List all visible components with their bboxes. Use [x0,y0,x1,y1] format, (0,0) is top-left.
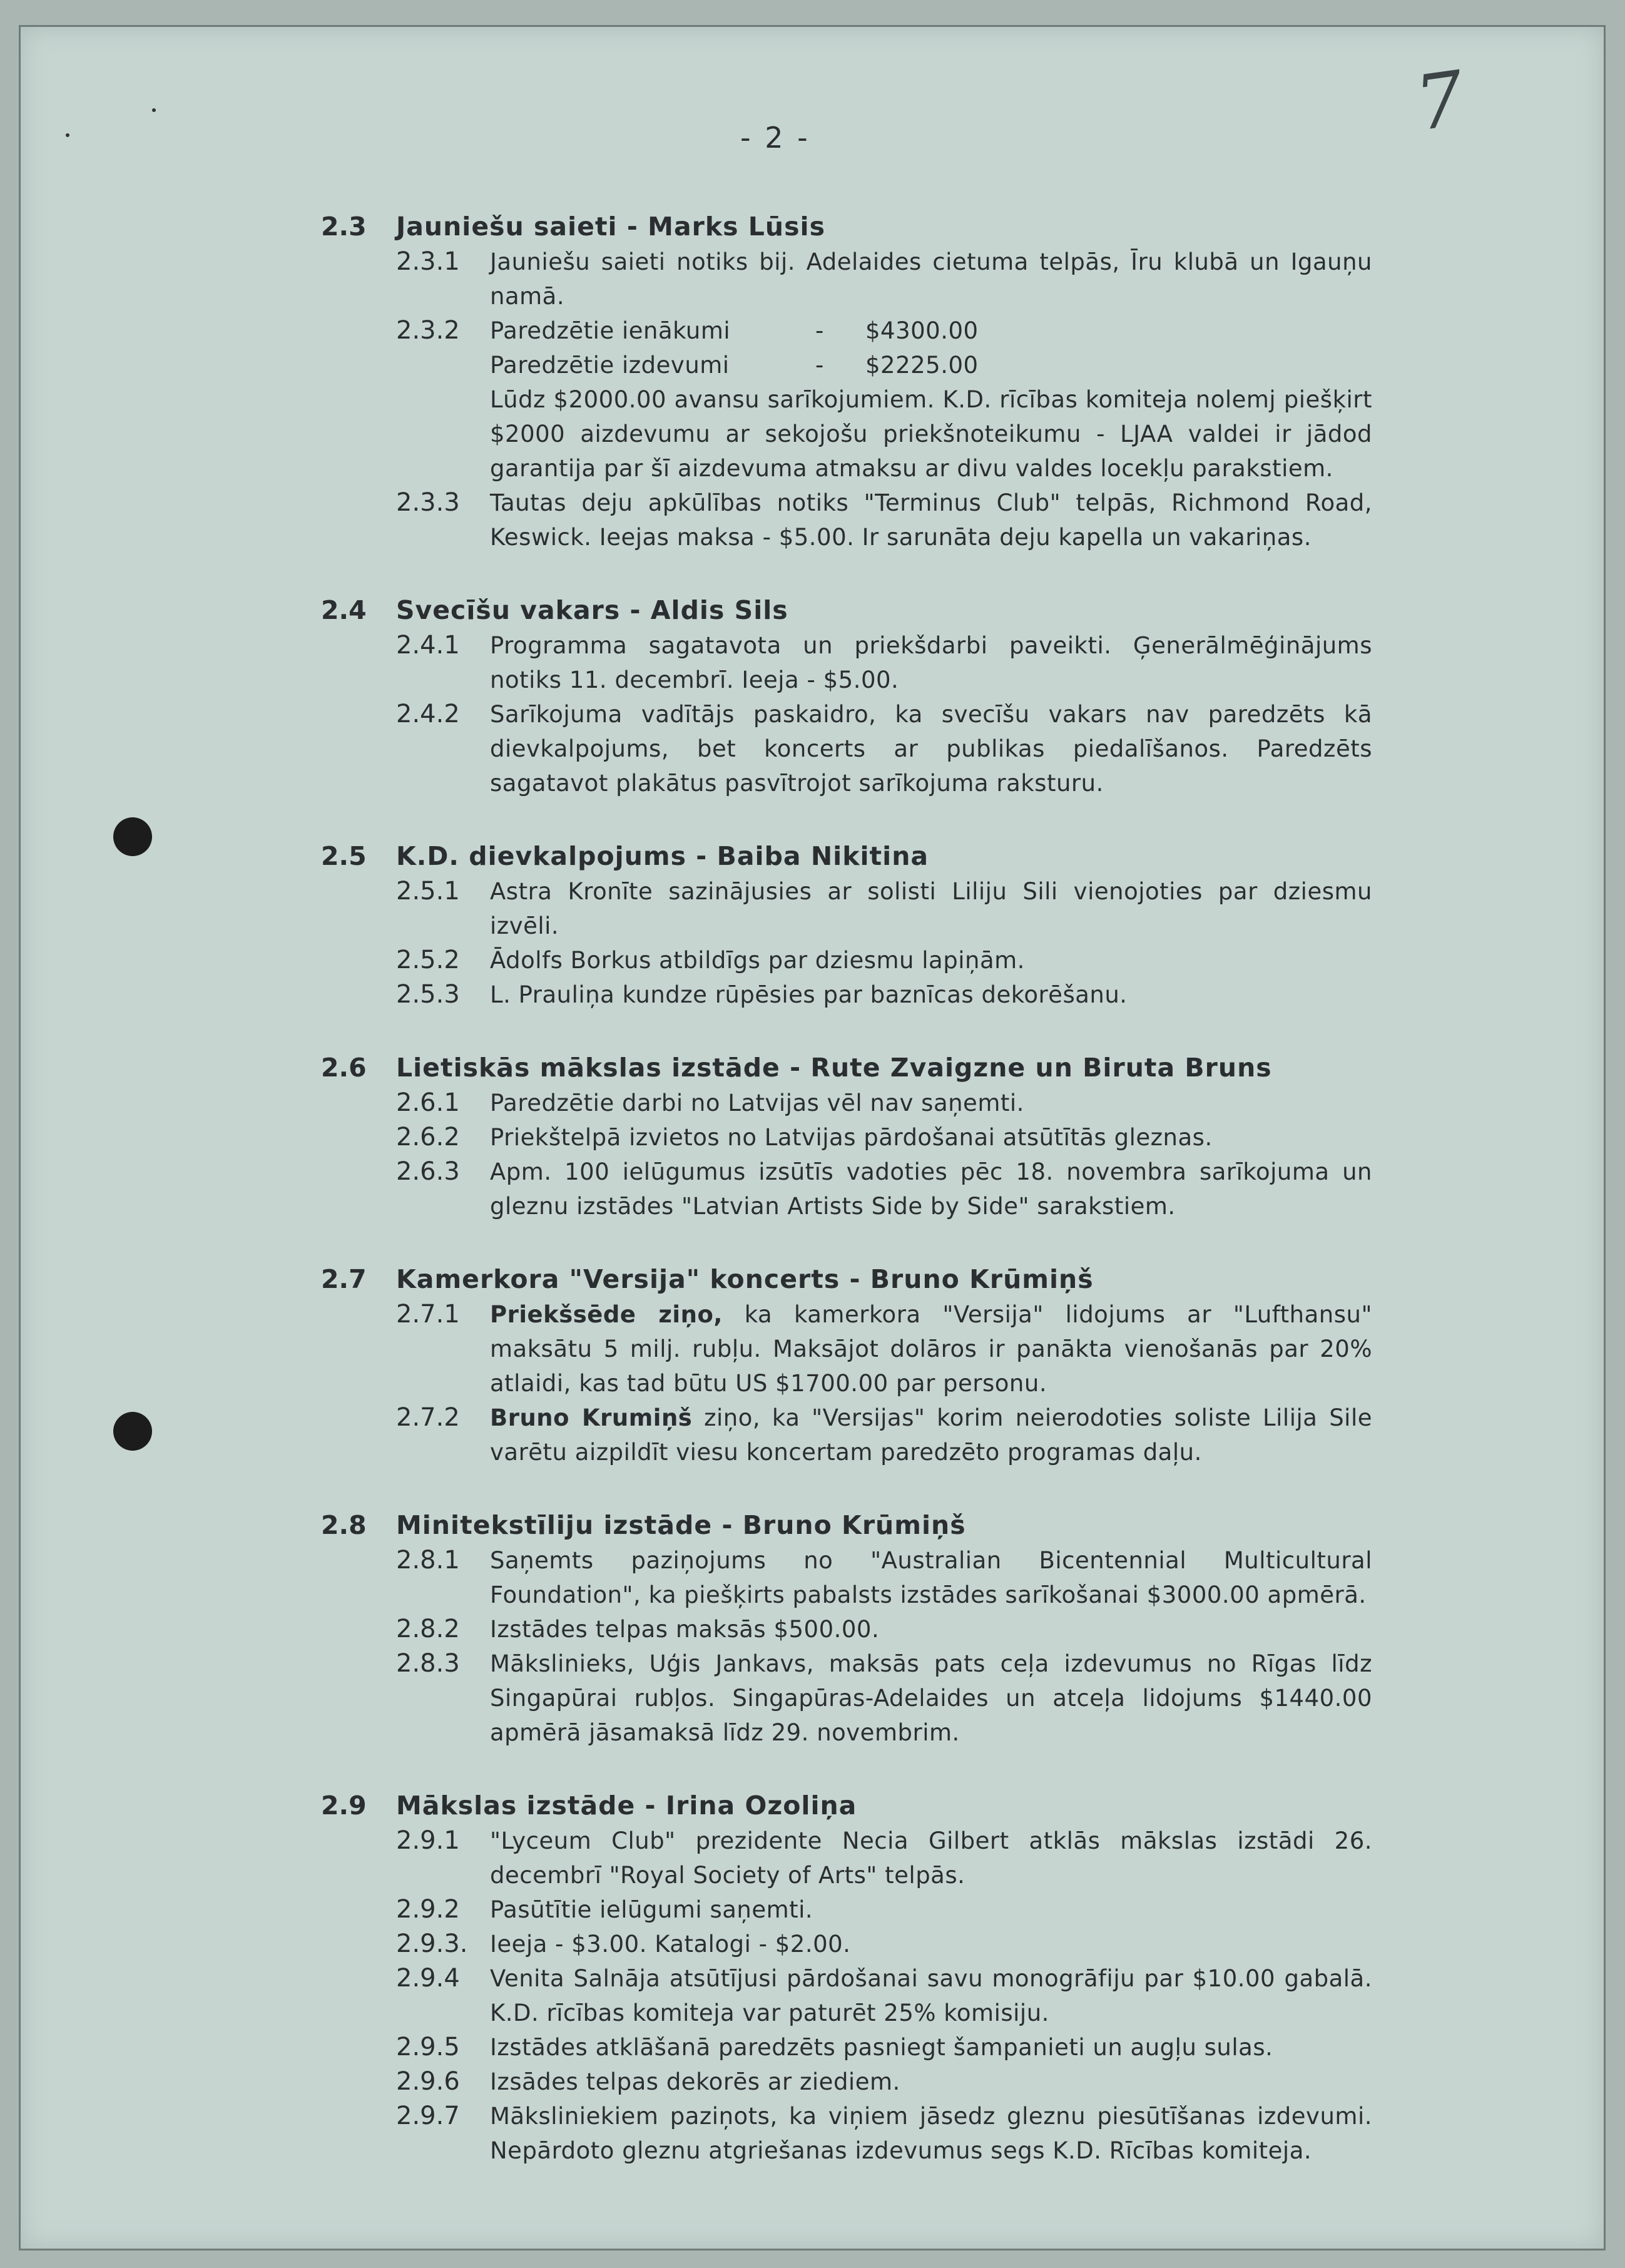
section-number: 2.8 [321,1510,367,1540]
agenda-item [321,978,1372,1012]
item-paragraph [490,1647,1372,1750]
budget-amount: $4300.00 [865,317,979,344]
item-number: 2.8.2 [396,1615,460,1643]
section-number: 2.4 [321,595,367,625]
item-text [490,943,1372,978]
item-text [490,1612,1372,1647]
item-paragraph [490,1086,1372,1120]
section-heading [321,1507,1372,1543]
section-number: 2.5 [321,841,367,871]
section-2-7 [321,1261,1372,1469]
item-text [490,978,1372,1012]
item-number: 2.6.1 [396,1088,460,1117]
agenda-item [321,1927,1372,1961]
item-number: 2.5.1 [396,877,460,906]
agenda-item [321,1401,1372,1469]
item-number: 2.9.3. [396,1929,468,1958]
item-text [490,1120,1372,1155]
budget-line [490,314,1372,348]
item-body: Lūdz $2000.00 avansu sarīkojumiem. K.D. rīcības komiteja nolemj piešķirt $2000 aizdevumu ar sekojošu priekšnoteikumu - LJAA valdei ir jādod garantija par šī aizdevuma atmaksu ar divu valdes locekļu parakstiem. [490,386,1372,482]
item-text [490,245,1372,314]
handwritten-page-mark: 7 [1410,55,1470,148]
item-paragraph [490,1927,1372,1961]
item-number: 2.9.4 [396,1964,460,1993]
page-number: - 2 - [740,121,810,155]
agenda-item [321,874,1372,943]
section-number: 2.6 [321,1053,367,1083]
paper-speck [66,133,69,137]
item-paragraph [490,1824,1372,1893]
item-number: 2.5.3 [396,980,460,1009]
item-body: Priekštelpā izvietos no Latvijas pārdošanai atsūtītās gleznas. [490,1124,1213,1151]
agenda-item [321,1893,1372,1927]
item-text [490,874,1372,943]
item-body: Ādolfs Borkus atbildīgs par dziesmu lapiņām. [490,947,1025,974]
item-text [490,1893,1372,1927]
section-2-8 [321,1507,1372,1750]
agenda-item [321,1612,1372,1647]
section-2-9 [321,1787,1372,2168]
item-body: Izstādes telpas maksās $500.00. [490,1616,880,1643]
item-paragraph [490,1612,1372,1647]
item-paragraph [490,874,1372,943]
punch-hole-lower [113,1412,152,1451]
agenda-item [321,697,1372,800]
agenda-item [321,1120,1372,1155]
item-paragraph [490,2065,1372,2099]
section-2-4 [321,592,1372,800]
item-body: Paredzētie darbi no Latvijas vēl nav saņemti. [490,1090,1024,1116]
budget-amount: $2225.00 [865,352,979,379]
item-body: Pasūtītie ielūgumi saņemti. [490,1896,813,1923]
item-text [490,1155,1372,1223]
agenda-item [321,486,1372,554]
item-number: 2.5.2 [396,946,460,974]
item-paragraph [490,2099,1372,2168]
item-number: 2.6.3 [396,1157,460,1186]
item-body: Mākslinieks, Uģis Jankavs, maksās pats ceļa izdevumus no Rīgas līdz Singapūrai rubļos. Singapūras-Adelaides un atceļa lidojums $1440.00 apmērā jāsamaksā līdz 29. novembrim. [490,1650,1372,1746]
section-title: Lietiskās mākslas izstāde - Rute Zvaigzne un Biruta Bruns [396,1053,1272,1083]
agenda-item [321,628,1372,697]
item-paragraph [490,1155,1372,1223]
item-number: 2.9.7 [396,2102,460,2130]
section-number: 2.7 [321,1264,367,1294]
item-body: ka kamerkora "Versija" lidojums ar "Lufthansu" maksātu 5 milj. rubļu. Maksājot dolāros ir panākta vienošanās par 20% atlaidi, kas tad būtu US $1700.00 par personu. [490,1301,1372,1397]
agenda-item [321,1647,1372,1750]
item-paragraph [490,1961,1372,2030]
section-title: Mākslas izstāde - Irina Ozoliņa [396,1790,857,1821]
item-text [490,2065,1372,2099]
section-heading [321,592,1372,628]
item-text [490,2099,1372,2168]
item-number: 2.9.1 [396,1826,460,1855]
item-number: 2.7.1 [396,1300,460,1329]
item-paragraph [490,382,1372,486]
item-paragraph [490,2030,1372,2065]
item-number: 2.9.2 [396,1895,460,1924]
agenda-item [321,1155,1372,1223]
item-number: 2.3.1 [396,247,460,276]
minutes-body [321,208,1372,2205]
agenda-item [321,245,1372,314]
item-number: 2.7.2 [396,1403,460,1432]
item-number: 2.6.2 [396,1123,460,1152]
section-title: K.D. dievkalpojums - Baiba Nikitina [396,841,929,871]
item-lead: Priekšsēde ziņo, [490,1301,723,1328]
item-paragraph [490,486,1372,554]
budget-dash: - [815,352,824,379]
agenda-item [321,1543,1372,1612]
item-text [490,1401,1372,1469]
agenda-item [321,2099,1372,2168]
agenda-item [321,1086,1372,1120]
item-body: Sarīkojuma vadītājs paskaidro, ka svecīšu vakars nav paredzēts kā dievkalpojums, bet koncerts ar publikas piedalīšanos. Paredzēts sagatavot plakātus pasvītrojot sarīkojuma raksturu. [490,701,1372,797]
section-2-3 [321,208,1372,554]
section-title: Jauniešu saieti - Marks Lūsis [396,212,825,242]
paper-speck [152,108,156,112]
item-text [490,1297,1372,1401]
item-paragraph [490,1401,1372,1469]
item-number: 2.4.2 [396,700,460,728]
item-text [490,697,1372,800]
item-number: 2.3.2 [396,316,460,345]
budget-label: Paredzētie izdevumi [490,352,730,379]
punch-hole-upper [113,817,152,856]
item-text [490,1647,1372,1750]
budget-dash: - [815,317,824,344]
item-lead: Bruno Krumiņš [490,1404,693,1431]
item-paragraph [490,1120,1372,1155]
budget-label: Paredzētie ienākumi [490,317,731,344]
item-body: Apm. 100 ielūgumus izsūtīs vadoties pēc 18. novembra sarīkojuma un gleznu izstādes "Latvian Artists Side by Side" sarakstiem. [490,1158,1372,1220]
item-body: "Lyceum Club" prezidente Necia Gilbert atklās mākslas izstādi 26. decembrī "Royal Society of Arts" telpās. [490,1827,1372,1889]
item-body: Venita Salnāja atsūtījusi pārdošanai savu monogrāfiju par $10.00 gabalā. K.D. rīcības komiteja var paturēt 25% komisiju. [490,1965,1372,2026]
item-body: Tautas deju apkūlības notiks "Terminus Club" telpās, Richmond Road, Keswick. Ieejas maksa - $5.00. Ir sarunāta deju kapella un vakariņas. [490,489,1372,551]
item-paragraph [490,245,1372,314]
section-title: Minitekstīliju izstāde - Bruno Krūmiņš [396,1510,966,1540]
agenda-item [321,1824,1372,1893]
item-body: Astra Kronīte sazinājusies ar solisti Liliju Sili vienojoties par dziesmu izvēli. [490,878,1372,939]
item-text [490,1961,1372,2030]
section-title: Kamerkora "Versija" koncerts - Bruno Krūmiņš [396,1264,1094,1294]
item-number: 2.4.1 [396,631,460,660]
item-body: Māksliniekiem paziņots, ka viņiem jāsedz gleznu piesūtīšanas izdevumi. Nepārdoto gleznu atgriešanas izdevumus segs K.D. Rīcības komiteja. [490,2103,1372,2164]
section-2-6 [321,1050,1372,1223]
item-paragraph [490,978,1372,1012]
item-number: 2.9.5 [396,2033,460,2061]
agenda-item [321,2030,1372,2065]
item-body: Saņemts paziņojums no "Australian Bicentennial Multicultural Foundation", ka piešķirts pabalsts izstādes sarīkošanai $3000.00 apmērā. [490,1547,1372,1608]
section-heading [321,208,1372,245]
item-number: 2.9.6 [396,2067,460,2096]
section-number: 2.9 [321,1790,367,1821]
item-text [490,2030,1372,2065]
agenda-item [321,1297,1372,1401]
section-heading [321,1261,1372,1297]
section-heading [321,838,1372,874]
agenda-item [321,314,1372,486]
item-number: 2.8.1 [396,1546,460,1575]
agenda-item [321,1961,1372,2030]
item-body: Ieeja - $3.00. Katalogi - $2.00. [490,1931,851,1958]
item-text [490,314,1372,486]
agenda-item [321,943,1372,978]
item-paragraph [490,628,1372,697]
item-text [490,1927,1372,1961]
section-heading [321,1787,1372,1824]
item-paragraph [490,1297,1372,1401]
item-text [490,1543,1372,1612]
item-paragraph [490,697,1372,800]
item-body: Programma sagatavota un priekšdarbi paveikti. Ģenerālmēģinājums notiks 11. decembrī. Ieeja - $5.00. [490,632,1372,693]
item-paragraph [490,1893,1372,1927]
item-text [490,1824,1372,1893]
agenda-item [321,2065,1372,2099]
item-paragraph [490,943,1372,978]
item-body: Izstādes atklāšanā paredzēts pasniegt šampanieti un augļu sulas. [490,2034,1273,2061]
item-text [490,1086,1372,1120]
budget-line [490,348,1372,382]
section-2-5 [321,838,1372,1012]
item-body: Izsādes telpas dekorēs ar ziediem. [490,2068,900,2095]
section-title: Svecīšu vakars - Aldis Sils [396,595,788,625]
item-body: Jauniešu saieti notiks bij. Adelaides cietuma telpās, Īru klubā un Igauņu namā. [490,248,1372,310]
section-number: 2.3 [321,212,367,242]
item-text [490,628,1372,697]
item-number: 2.3.3 [396,488,460,517]
item-body: ziņo, ka "Versijas" korim neierodoties soliste Lilija Sile varētu aizpildīt viesu koncertam paredzēto programas daļu. [490,1404,1373,1466]
item-paragraph [490,1543,1372,1612]
section-heading [321,1050,1372,1086]
item-number: 2.8.3 [396,1649,460,1678]
document-page [19,25,1606,2250]
item-text [490,486,1372,554]
item-body: L. Prauliņa kundze rūpēsies par baznīcas dekorēšanu. [490,981,1128,1008]
